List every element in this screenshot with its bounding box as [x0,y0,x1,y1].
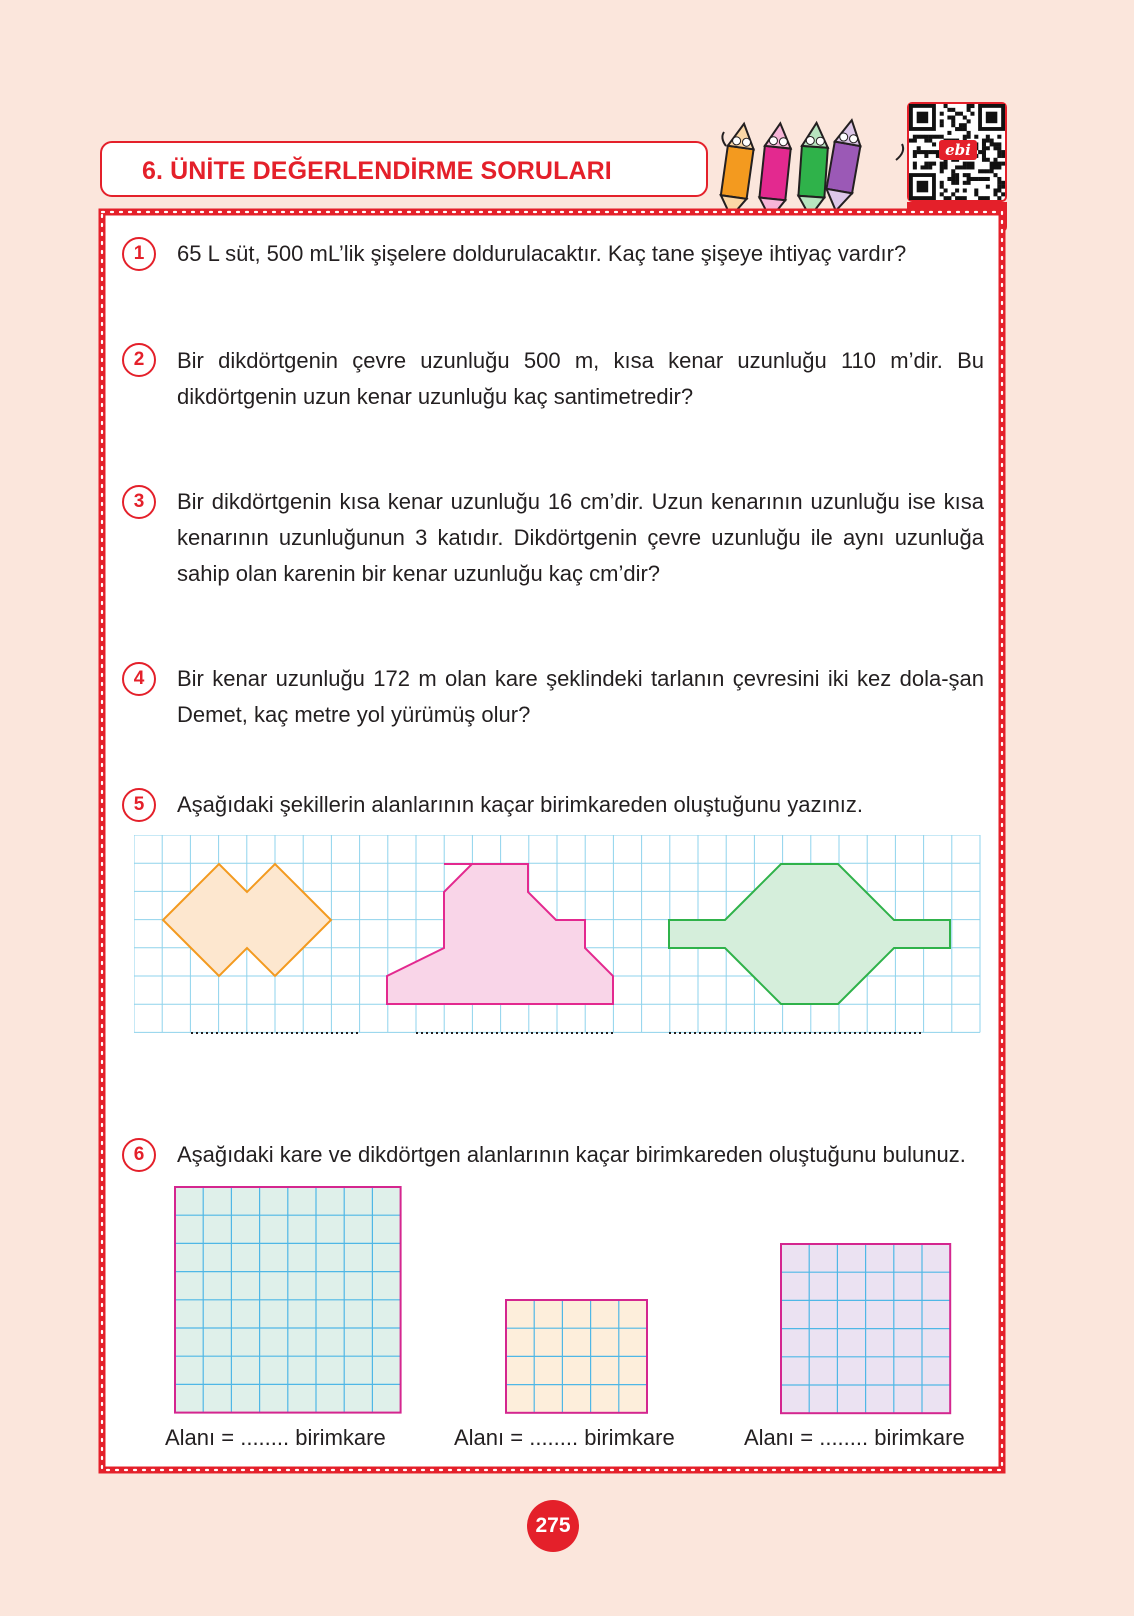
question-text-5: Aşağıdaki şekillerin alanlarının kaçar birimkareden oluştuğunu yazınız. [177,792,864,817]
question-number-2: 2 [122,343,156,377]
question-number-4: 4 [122,662,156,696]
area-answer-1: Alanı = ........ birimkare [165,1425,386,1450]
question-text-2: Bir dikdörtgenin çevre uzunluğu 500 m, kısa kenar uzunluğu 110 m’dir. Bu dikdörtgenin uzun kenar uzunluğu kaç santimetredir? [177,348,984,409]
question-number-3: 3 [122,485,156,519]
area-answer-3: Alanı = ........ birimkare [744,1425,965,1450]
square-grid-3 [780,1243,954,1417]
rectangle-grid-2 [505,1299,651,1417]
question-number-1: 1 [122,237,156,271]
square-grid-1 [174,1186,404,1416]
question-text-3: Bir dikdörtgenin kısa kenar uzunluğu 16 cm’dir. Uzun kenarının uzunluğu ise kısa kenarının uzunluğunun 3 katıdır. Dikdörtgenin çevre uzunluğu ile aynı uzunluğa sahip olan karenin bir kenar uzunluğu kaç cm’dir? [177,489,984,586]
shapes-grid-figure [134,835,986,1065]
area-answer-2: Alanı = ........ birimkare [454,1425,675,1450]
question-text-1: 65 L süt, 500 mL’lik şişelere doldurulacaktır. Kaç tane şişeye ihtiyaç vardır? [177,241,907,266]
green-shape [669,864,950,1004]
question-text-6: Aşağıdaki kare ve dikdörtgen alanlarının kaçar birimkareden oluştuğunu bulunuz. [177,1142,966,1167]
page-number: 275 [527,1500,579,1552]
page-title: 6. ÜNİTE DEĞERLENDİRME SORULARI [142,157,612,185]
question-number-6: 6 [122,1138,156,1172]
svg-text:ebi: ebi [945,141,971,159]
pink-shape [387,864,613,1004]
question-number-5: 5 [122,788,156,822]
question-text-4: Bir kenar uzunluğu 172 m olan kare şeklindeki tarlanın çevresini iki kez dola-şan Demet, kaç metre yol yürümüş olur? [177,666,984,727]
